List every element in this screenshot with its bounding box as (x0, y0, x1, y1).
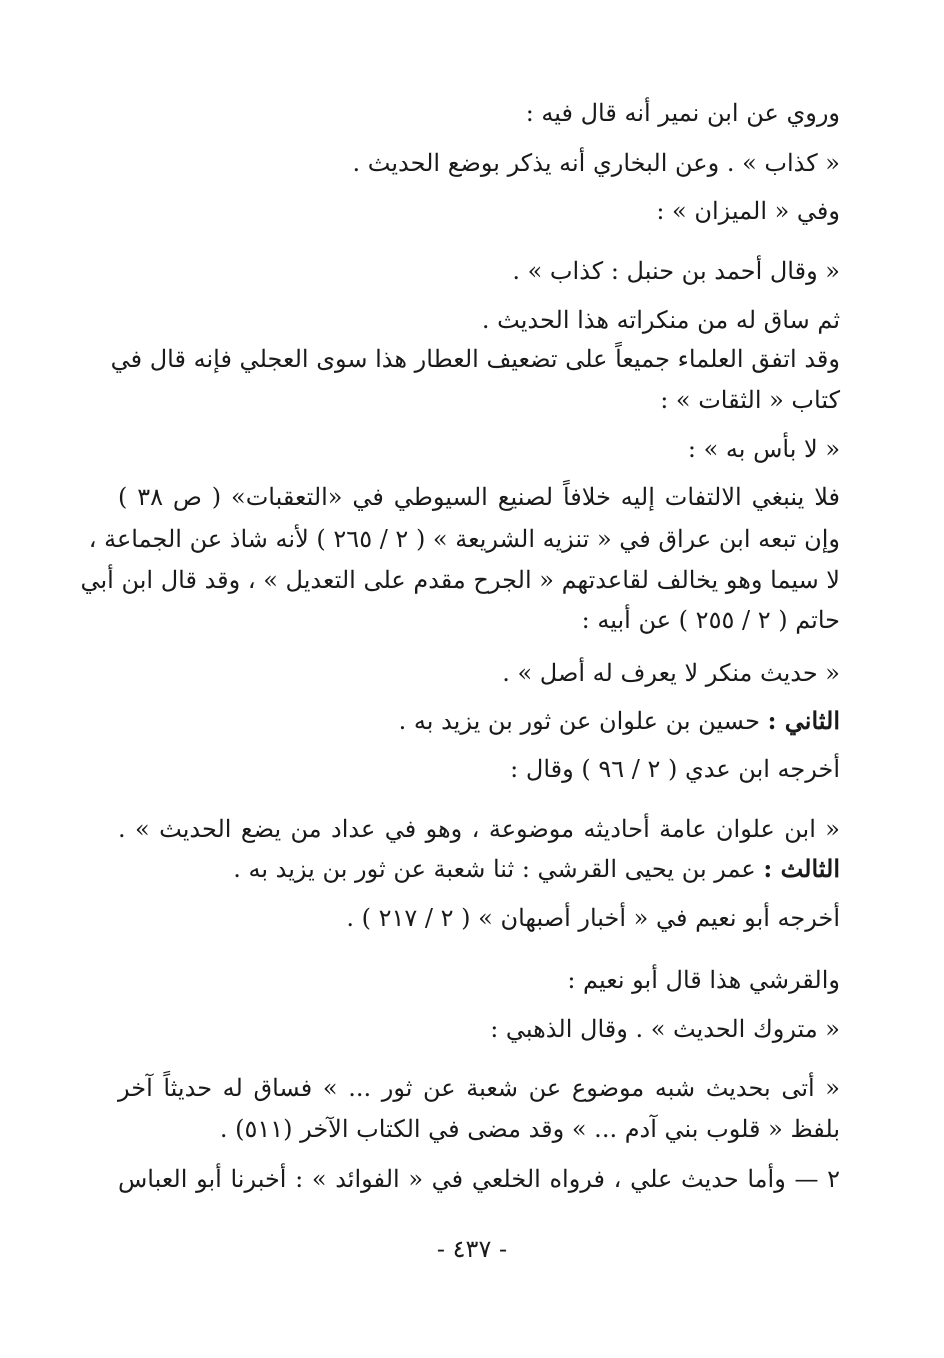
text-line: ٢ — وأما حديث علي ، فرواه الخلعي في « الفوائد » : أخبرنا أبو العباس (118, 1165, 840, 1193)
text-line: « أتى بحديث شبه موضوع عن شعبة عن ثور ... » فساق له حديثاً آخر (118, 1074, 840, 1102)
text-line: لا سيما وهو يخالف لقاعدتهم « الجرح مقدم على التعديل » ، وقد قال ابن أبي (80, 566, 840, 594)
section-label-second: الثاني : (767, 706, 840, 735)
text-line: « كذاب » . وعن البخاري أنه يذكر بوضع الحديث . (352, 149, 840, 177)
text-line: وروي عن ابن نمير أنه قال فيه : (525, 99, 840, 127)
text-line: وإن تبعه ابن عراق في « تنزيه الشريعة » ( ٢ / ٢٦٥ ) لأنه شاذ عن الجماعة ، (88, 525, 840, 553)
text-line: « ابن علوان عامة أحاديثه موضوعة ، وهو في عداد من يضع الحديث » . (118, 815, 840, 843)
text-line: وفي « الميزان » : (656, 197, 840, 225)
text-line: فلا ينبغي الالتفات إليه خلافاً لصنيع السيوطي في «التعقبات» ( ص ٣٨ ) (118, 483, 841, 511)
text-line: أخرجه ابن عدي ( ٢ / ٩٦ ) وقال : (510, 755, 840, 783)
text-line: وقد اتفق العلماء جميعاً على تضعيف العطار هذا سوى العجلي فإنه قال في (110, 345, 840, 373)
text-line: بلفظ « قلوب بني آدم ... » وقد مضى في الكتاب الآخر (٥١١) . (219, 1115, 840, 1143)
page-number: - ٤٣٧ - (436, 1235, 508, 1263)
text-line: ثم ساق له من منكراته هذا الحديث . (481, 306, 840, 334)
text-line: كتاب « الثقات » : (660, 386, 840, 414)
text-line: والقرشي هذا قال أبو نعيم : (567, 966, 840, 994)
text-line: « وقال أحمد بن حنبل : كذاب » . (512, 257, 840, 285)
text-line: « حديث منكر لا يعرف له أصل » . (502, 659, 840, 687)
text-line: حاتم ( ٢ / ٢٥٥ ) عن أبيه : (581, 606, 840, 634)
text-line: « متروك الحديث » . وقال الذهبي : (490, 1015, 840, 1043)
text-line (118, 852, 840, 886)
section-text: عمر بن يحيى القرشي : ثنا شعبة عن ثور بن يزيد به . (233, 855, 756, 883)
section-label-third: الثالث : (763, 854, 840, 883)
text-column (80, 0, 841, 1358)
text-line: أخرجه أبو نعيم في « أخبار أصبهان » ( ٢ / ٢١٧ ) . (346, 904, 840, 932)
section-text: حسين بن علوان عن ثور بن يزيد به . (398, 707, 760, 735)
text-line (118, 704, 840, 738)
text-line: « لا بأس به » : (687, 435, 840, 463)
